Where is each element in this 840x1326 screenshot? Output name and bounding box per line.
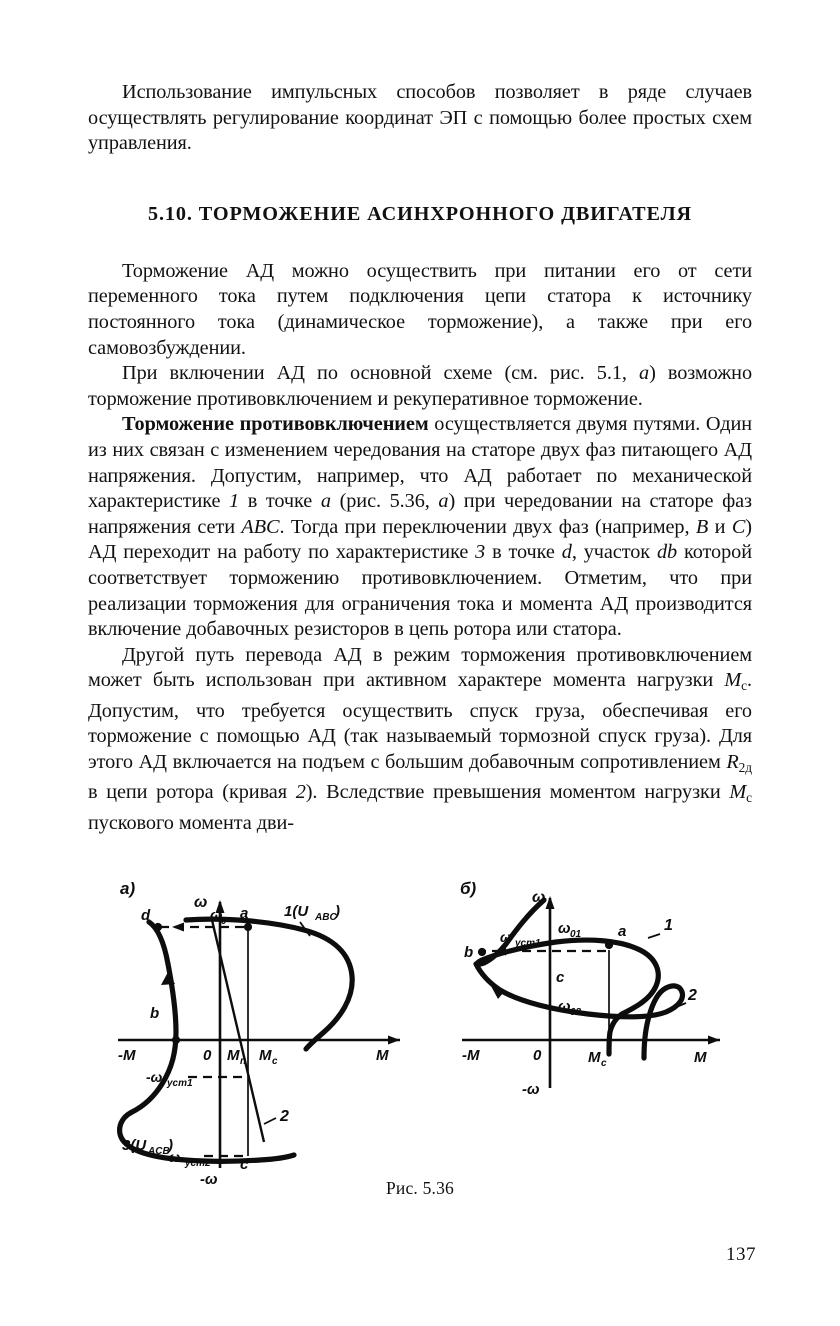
panel-a-label-point-a: a	[240, 905, 249, 922]
p4-text-f: и	[708, 515, 732, 538]
panel-a-label-point-b: b	[150, 1005, 160, 1022]
panel-b-label-curve-1: 1	[664, 917, 673, 934]
figure-5-36	[88, 872, 752, 1202]
svg-text:ω: ω	[500, 929, 512, 945]
panel-b-label-point-b: b	[464, 944, 474, 961]
panel-a-curve-1	[186, 919, 352, 1049]
p4-italic-c: С	[731, 515, 746, 538]
p3-italic-a: а	[639, 362, 650, 385]
panel-a-label-zero: 0	[203, 1047, 212, 1064]
svg-text:ACB: ACB	[148, 1146, 170, 1157]
panel-b-axis-m-arrow	[708, 1036, 720, 1045]
svg-text:M: M	[259, 1047, 272, 1064]
p4-text-a: осуществляется двумя путями. Один из них связан с изменением чередования на статоре двух фаз питающего АД напряжения. Допустим, например, что АД работает по механической характеристике	[88, 413, 752, 513]
panel-a	[118, 879, 400, 1188]
svg-text:ω: ω	[558, 998, 571, 1015]
panel-b-label-point-c: c	[556, 969, 565, 986]
svg-text:02: 02	[570, 1007, 582, 1018]
svg-text:ABC: ABC	[315, 912, 337, 923]
panel-b-tag: б)	[460, 879, 477, 898]
panel-b-axis-omega-arrow	[546, 896, 555, 909]
svg-text:п: п	[240, 1056, 247, 1067]
panel-b-curve-1-tail	[609, 1014, 622, 1054]
panel-a-point-a-dot	[244, 923, 252, 931]
panel-a-label-omega-axis: ω	[194, 894, 208, 911]
panel-a-curve-3	[120, 922, 294, 1161]
p4-italic-a2: а	[438, 490, 449, 513]
paragraph-1: Использование импульсных способов позволяет в ряде случаев осуществлять регулирование координат ЭП с помощью более простых схем управления.	[88, 81, 752, 155]
paragraph-2: Торможение АД можно осуществить при питании его от сети переменного тока путем подключения цепи статора к источнику постоянного тока (динамическое торможение), а также при его самовозбуждении.	[88, 259, 752, 359]
panel-b	[460, 879, 720, 1098]
svg-text:M: M	[588, 1049, 601, 1066]
panel-b-label-minus-omega: -ω	[522, 1081, 540, 1098]
svg-text:01: 01	[570, 929, 582, 940]
paragraph-4	[88, 412, 752, 642]
p5-text-b: . Допустим, что требуется осуществить спуск груза, обеспечивая его торможение с помощью АД (так называемый тормозной спуск груза). Для этого АД включается на подъем с большим добавочным сопротивлением	[88, 669, 752, 773]
svg-text:3(U: 3(U	[122, 1137, 147, 1154]
symbol-resistance: R	[726, 750, 739, 773]
panel-a-label-point-d: d	[141, 907, 151, 924]
panel-b-label-omega01	[558, 920, 582, 940]
text-column	[88, 80, 752, 836]
symbol-moment-load-2: M	[729, 781, 747, 804]
figure-caption: Рис. 5.36	[385, 1178, 455, 1198]
panel-a-axis-m-arrow	[388, 1036, 400, 1045]
panel-a-label-minus-omega: -ω	[200, 1171, 218, 1188]
panel-a-label-curve-2: 2	[280, 1108, 289, 1125]
p4-text-h: в точке	[485, 541, 562, 564]
figure-svg	[88, 872, 752, 1202]
panel-b-label-m: M	[694, 1049, 707, 1066]
panel-a-point-d-dot	[154, 923, 162, 931]
svg-text:ω: ω	[210, 907, 223, 924]
svg-text:ω: ω	[558, 920, 571, 937]
p5-text-c: в цепи ротора (кривая	[88, 781, 296, 804]
panel-b-label-curve-2: 2	[688, 987, 697, 1004]
p4-italic-abc: ABC	[241, 515, 280, 538]
p4-italic-b: В	[695, 515, 709, 538]
page-number: 137	[726, 1244, 756, 1265]
svg-text:-ω: -ω	[164, 1149, 181, 1165]
p4-text-g: ) АД переходит на работу по характеристике	[88, 515, 752, 564]
p4-italic-a: а	[320, 490, 331, 513]
p5-text-d: ). Вследствие превышения моментом нагрузки	[305, 781, 730, 804]
svg-text:уст1: уст1	[515, 938, 541, 949]
section-heading: 5.10. ТОРМОЖЕНИЕ АСИНХРОННОГО ДВИГАТЕЛЯ	[147, 202, 692, 225]
panel-b-label-omega-axis: ω	[532, 889, 546, 906]
panel-a-transfer-arrow	[172, 923, 184, 932]
p4-text-k: которой соответствует торможению противовключением. Отметим, что при реализации торможения для ограничения тока и момента АД производится включение добавочных резисторов в цепь ротора или статора.	[88, 541, 752, 641]
svg-text:уст1: уст1	[167, 1078, 193, 1089]
symbol-resistance-sub: 2д	[738, 759, 752, 775]
svg-text:): )	[168, 1137, 173, 1154]
p5-text-e: пускового момента дви-	[88, 811, 294, 834]
svg-text:0: 0	[221, 916, 227, 927]
symbol-moment-load-2-sub: с	[746, 789, 752, 805]
symbol-moment-load-sub: с	[741, 678, 747, 694]
panel-b-curve-1-leader	[648, 934, 660, 938]
p3-text-a: При включении АД по основной схеме (см. рис. 5.1,	[122, 362, 640, 385]
p4-text-e: . Тогда при переключении двух фаз (например,	[279, 515, 696, 538]
svg-text:M: M	[227, 1047, 240, 1064]
p4-text-b: в точке	[239, 490, 321, 513]
p5-text-a: Другой путь перевода АД в режим торможения противовключением может быть использован при активном характере момента нагрузки	[88, 643, 752, 692]
paragraph-5	[88, 643, 752, 836]
panel-a-label-mc	[259, 1047, 278, 1067]
svg-text:уст2: уст2	[185, 1158, 211, 1169]
p4-italic-3: 3	[475, 541, 486, 564]
p5-italic-2: 2	[295, 781, 306, 804]
paragraph-3	[88, 361, 752, 412]
panel-a-label-m: M	[376, 1047, 389, 1064]
panel-b-label-zero: 0	[533, 1047, 542, 1064]
panel-b-point-a-dot	[605, 941, 613, 949]
p4-italic-db: db	[656, 541, 678, 564]
panel-a-label-curve-1	[284, 903, 340, 923]
panel-b-point-b-dot	[478, 948, 486, 956]
panel-a-label-omega-ust2	[164, 1149, 211, 1169]
svg-text:с: с	[272, 1056, 278, 1067]
p4-italic-d: d	[561, 541, 572, 564]
panel-b-label-mc	[588, 1049, 607, 1069]
symbol-moment-load: M	[724, 669, 742, 692]
p4-text-d: ) при чередовании на статоре фаз напряжения сети	[88, 490, 752, 538]
svg-text:): )	[335, 903, 340, 920]
panel-a-label-minus-m: -M	[118, 1047, 136, 1064]
panel-b-label-point-a: a	[618, 923, 627, 940]
panel-a-curve-2-leader	[264, 1118, 276, 1124]
panel-b-curve-1	[477, 900, 658, 1014]
panel-b-label-minus-m: -M	[462, 1047, 480, 1064]
p4-text-c: (рис. 5.36,	[330, 490, 439, 513]
p4-bold-lead: Торможение противовключением	[122, 413, 429, 436]
p4-text-j: , участок	[571, 541, 657, 564]
p4-italic-1: 1	[229, 490, 240, 513]
panel-b-label-omega02	[558, 998, 582, 1018]
svg-text:-ω: -ω	[146, 1069, 163, 1085]
p3-text-b: ) возможно торможение противовключением и рекуперативное торможение.	[88, 362, 753, 410]
panel-a-point-b-dot	[172, 1036, 180, 1044]
panel-a-tag: а)	[120, 879, 136, 898]
svg-text:с: с	[601, 1058, 607, 1069]
svg-text:1(U: 1(U	[284, 903, 309, 920]
panel-a-label-point-c: c	[240, 1156, 249, 1173]
